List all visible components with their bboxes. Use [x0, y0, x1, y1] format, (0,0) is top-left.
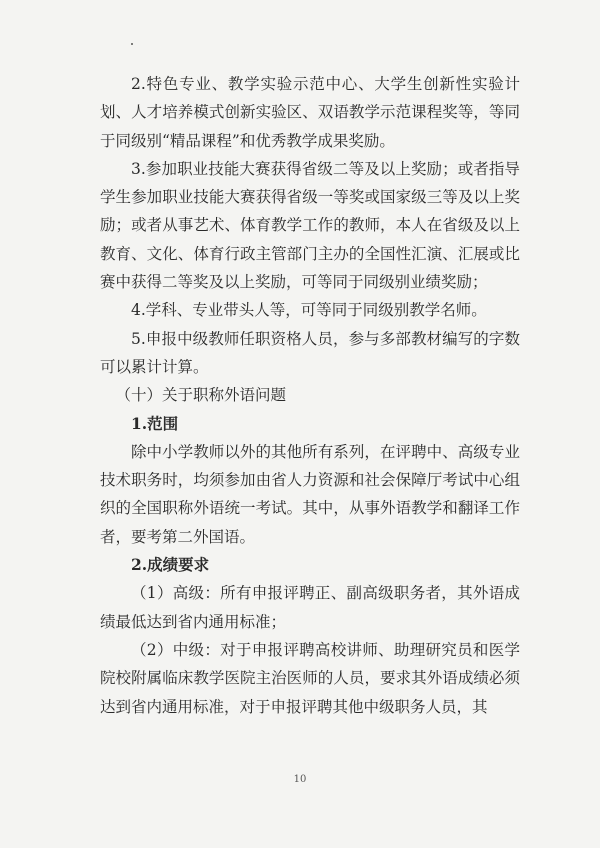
page-number: 10: [293, 774, 307, 785]
paragraph-item-3: 3.参加职业技能大赛获得省级二等及以上奖励；或者指导学生参加职业技能大赛获得省级一等奖或国家级三等及以上奖励；或者从事艺术、体育教学工作的教师，本人在省级及以上教育、文化、体育行政主管部门主办的全国性汇演、汇展或比赛中获得二等奖及以上奖励，可等同于同级别业绩奖励；: [100, 159, 520, 292]
paragraph-scope: 除中小学教师以外的其他所有系列，在评聘中、高级专业技术职务时，均须参加由省人力资源和社会保障厅考试中心组织的全国职称外语统一考试。其中，从事外语教学和翻译工作者，要考第二外国语。: [100, 442, 520, 546]
document-body: [100, 70, 520, 721]
paragraph-item-5: 5.申报中级教师任职资格人员，参与多部教材编写的字数可以累计计算。: [100, 329, 520, 376]
paragraph-item-4: 4.学科、专业带头人等，可等同于同级别教学名师。: [131, 301, 487, 320]
paragraph-intermediate-level: （2）中级：对于申报评聘高校讲师、助理研究员和医学院校附属临床教学医院主治医师的人员，要求其外语成绩必须达到省内通用标准，对于申报评聘其他中级职务人员，其: [100, 640, 520, 716]
paragraph-senior-level: （1）高级：所有申报评聘正、副高级职务者，其外语成绩最低达到省内通用标准；: [100, 584, 520, 631]
scan-speck: [131, 43, 133, 45]
paragraph-item-2: 2.特色专业、教学实验示范中心、大学生创新性实验计划、人才培养模式创新实验区、双语教学示范课程奖等，等同于同级别“精品课程”和优秀教学成果奖励。: [100, 75, 520, 150]
section-title-foreign-language: （十）关于职称外语问题: [115, 386, 287, 405]
subheading-score-requirements: 2.成绩要求: [131, 555, 210, 575]
subheading-scope: 1.范围: [131, 413, 179, 433]
